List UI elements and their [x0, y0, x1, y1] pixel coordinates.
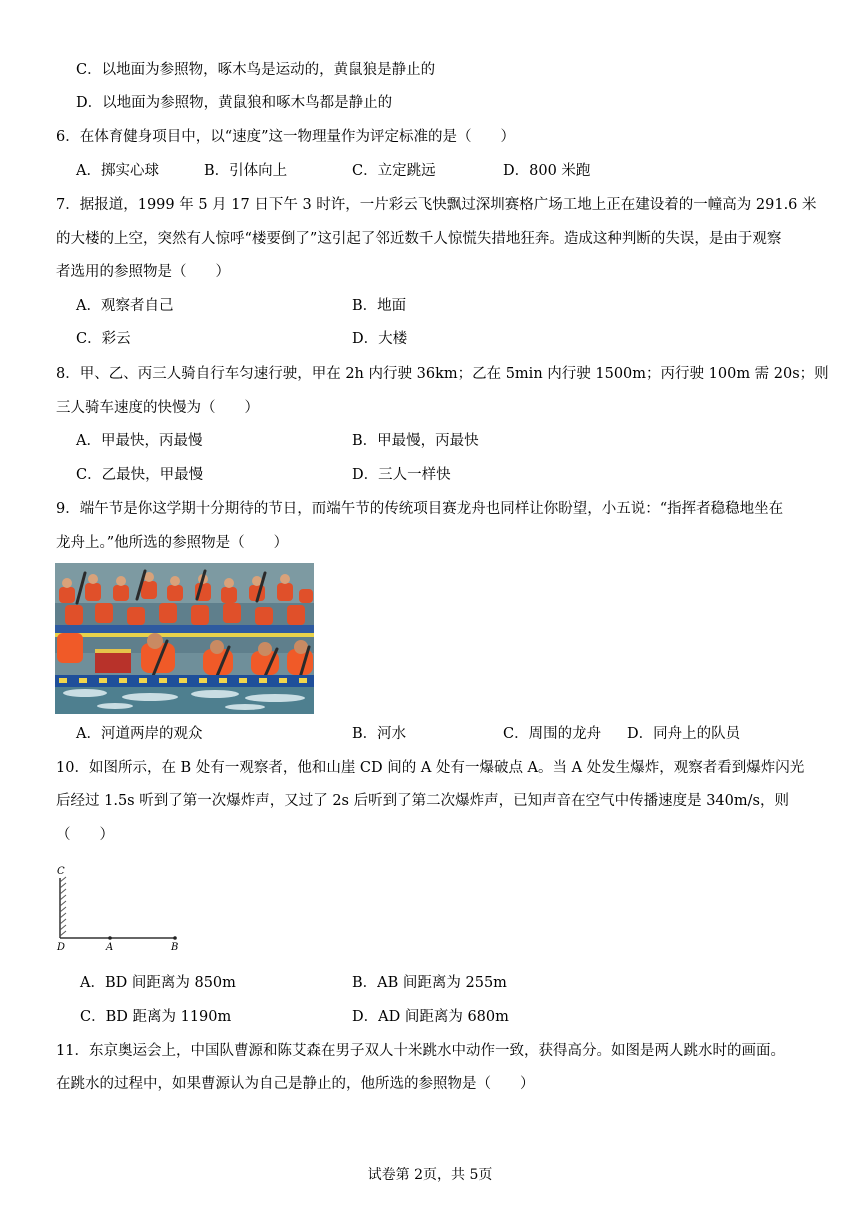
question-7-stem-line-3: 者选用的参照物是（ ）	[56, 264, 230, 280]
label-d: D	[57, 942, 66, 953]
q8-option-b: B．甲最慢，丙最快	[352, 433, 479, 449]
question-8-stem-line-2: 三人骑车速度的快慢为（ ）	[56, 400, 259, 416]
q7-option-d: D．大楼	[352, 331, 408, 347]
question-6-stem: 6．在体育健身项目中，以“速度”这一物理量作为评定标准的是（ ）	[56, 129, 516, 145]
question-10-stem-line-3: （ ）	[56, 827, 114, 843]
question-5-option-c: C．以地面为参照物，啄木鸟是运动的，黄鼠狼是静止的	[76, 62, 436, 78]
q10-option-d: D．AD 间距离为 680m	[352, 1009, 509, 1025]
question-10-stem-line-1: 10．如图所示，在 B 处有一观察者，他和山崖 CD 间的 A 处有一爆破点 A。当 A 处发生爆炸，观察者看到爆炸闪光	[56, 760, 805, 776]
question-9-stem-line-1: 9．端午节是你这学期十分期待的节日，而端午节的传统项目赛龙舟也同样让你盼望，小五说：“指挥者稳稳地坐在	[56, 501, 784, 517]
q10-option-c: C．BD 距离为 1190m	[80, 1009, 232, 1025]
page-footer: 试卷第 2页，共 5页	[367, 1167, 493, 1183]
question-5-option-d: D．以地面为参照物，黄鼠狼和啄木鸟都是静止的	[76, 95, 393, 111]
question-7-stem-line-1: 7．据报道，1999 年 5 月 17 日下午 3 时许，一片彩云飞快飘过深圳赛格广场工地上正在建设着的一幢高为 291.6 米	[56, 197, 817, 213]
q8-option-c: C．乙最快，甲最慢	[76, 467, 204, 483]
q6-option-a: A．掷实心球	[76, 163, 159, 179]
q9-option-d: D．同舟上的队员	[627, 726, 741, 742]
cliff-diagram	[52, 862, 187, 954]
q7-option-b: B．地面	[352, 298, 407, 314]
dragon-boat-photo	[55, 563, 314, 714]
q8-option-a: A．甲最快，丙最慢	[76, 433, 203, 449]
q10-option-b: B．AB 间距离为 255m	[352, 975, 507, 991]
q9-option-a: A．河道两岸的观众	[76, 726, 203, 742]
q8-option-d: D．三人一样快	[352, 467, 451, 483]
question-11-stem-line-2: 在跳水的过程中，如果曹源认为自己是静止的，他所选的参照物是（ ）	[56, 1076, 535, 1092]
label-c: C	[57, 866, 65, 877]
q6-option-b: B．引体向上	[204, 163, 288, 179]
question-7-stem-line-2: 的大楼的上空，突然有人惊呼“楼要倒了”这引起了邻近数千人惊慌失措地狂奔。造成这种判断的失误，是由于观察	[56, 231, 782, 247]
q9-option-b: B．河水	[352, 726, 407, 742]
q6-option-c: C．立定跳远	[352, 163, 436, 179]
q10-option-a: A．BD 间距离为 850m	[80, 975, 236, 991]
q6-option-d: D．800 米跑	[503, 163, 591, 179]
question-8-stem-line-1: 8．甲、乙、丙三人骑自行车匀速行驶，甲在 2h 内行驶 36km；乙在 5min 内行驶 1500m；丙行驶 100m 需 20s；则	[56, 366, 829, 382]
q7-option-a: A．观察者自己	[76, 298, 174, 314]
label-b: B	[171, 942, 179, 953]
question-11-stem-line-1: 11．东京奥运会上，中国队曹源和陈艾森在男子双人十米跳水中动作一致，获得高分。如图是两人跳水时的画面。	[56, 1043, 785, 1059]
question-9-stem-line-2: 龙舟上。”他所选的参照物是（ ）	[56, 535, 289, 551]
q7-option-c: C．彩云	[76, 331, 131, 347]
q9-option-c: C．周围的龙舟	[503, 726, 602, 742]
label-a: A	[106, 942, 114, 953]
question-10-stem-line-2: 后经过 1.5s 听到了第一次爆炸声，又过了 2s 后听到了第二次爆炸声，已知声音在空气中传播速度是 340m/s，则	[56, 793, 789, 809]
